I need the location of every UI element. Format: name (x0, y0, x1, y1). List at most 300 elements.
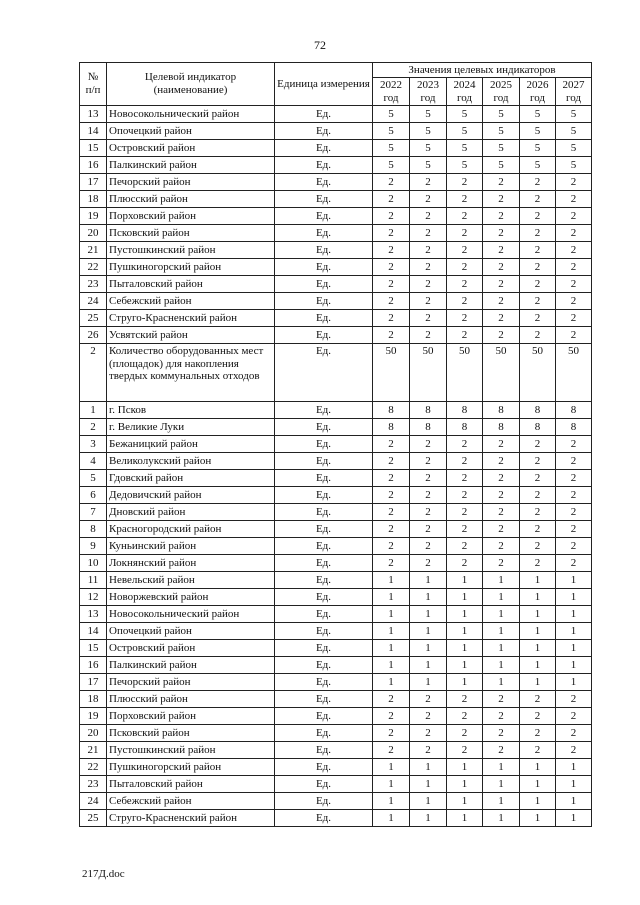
indicator-name: Невельский район (107, 572, 275, 589)
row-number: 24 (80, 293, 107, 310)
value-cell: 50 (483, 344, 520, 402)
value-cell: 1 (483, 810, 520, 827)
value-cell: 2 (556, 225, 592, 242)
value-cell: 2 (410, 555, 447, 572)
table-row (80, 521, 592, 538)
value-cell: 5 (373, 106, 410, 123)
unit-cell: Ед. (275, 691, 373, 708)
value-cell: 2 (483, 327, 520, 344)
unit-cell: Ед. (275, 504, 373, 521)
value-cell: 2 (483, 521, 520, 538)
value-cell: 2 (447, 327, 483, 344)
row-number: 1 (80, 402, 107, 419)
table-row (80, 708, 592, 725)
table-row (80, 293, 592, 310)
value-cell: 2 (373, 293, 410, 310)
table-row (80, 157, 592, 174)
value-cell: 2 (556, 242, 592, 259)
value-cell: 5 (373, 123, 410, 140)
unit-cell: Ед. (275, 810, 373, 827)
table-row (80, 572, 592, 589)
value-cell: 5 (556, 157, 592, 174)
unit-cell: Ед. (275, 776, 373, 793)
table-body (80, 106, 592, 827)
value-cell: 2 (520, 436, 556, 453)
value-cell: 1 (483, 776, 520, 793)
value-cell: 2 (556, 453, 592, 470)
value-cell: 5 (447, 140, 483, 157)
row-number: 19 (80, 708, 107, 725)
value-cell: 5 (410, 106, 447, 123)
value-cell: 2 (556, 470, 592, 487)
value-cell: 2 (520, 742, 556, 759)
indicators-table (79, 62, 592, 827)
indicator-name: Пушкиногорский район (107, 259, 275, 276)
value-cell: 2 (410, 742, 447, 759)
table-row (80, 123, 592, 140)
value-cell: 5 (483, 157, 520, 174)
value-cell: 2 (373, 487, 410, 504)
unit-cell: Ед. (275, 572, 373, 589)
value-cell: 1 (447, 572, 483, 589)
indicator-name: Новоржевский район (107, 589, 275, 606)
value-cell: 2 (447, 436, 483, 453)
indicator-name: Локнянский район (107, 555, 275, 572)
value-cell: 1 (556, 810, 592, 827)
value-cell: 2 (410, 708, 447, 725)
value-cell: 1 (483, 589, 520, 606)
value-cell: 1 (373, 776, 410, 793)
value-cell: 2 (410, 310, 447, 327)
row-number: 20 (80, 225, 107, 242)
table-row (80, 106, 592, 123)
row-number: 21 (80, 742, 107, 759)
unit-cell: Ед. (275, 589, 373, 606)
value-cell: 2 (447, 555, 483, 572)
value-cell: 2 (556, 310, 592, 327)
value-cell: 1 (447, 674, 483, 691)
value-cell: 1 (410, 606, 447, 623)
unit-cell: Ед. (275, 327, 373, 344)
value-cell: 8 (483, 402, 520, 419)
value-cell: 2 (483, 725, 520, 742)
table-row (80, 487, 592, 504)
table-row (80, 327, 592, 344)
value-cell: 1 (410, 640, 447, 657)
value-cell: 2 (410, 725, 447, 742)
value-cell: 2 (373, 327, 410, 344)
value-cell: 2 (410, 259, 447, 276)
row-number: 26 (80, 327, 107, 344)
value-cell: 1 (373, 606, 410, 623)
table-row (80, 140, 592, 157)
value-cell: 5 (520, 140, 556, 157)
row-number: 24 (80, 793, 107, 810)
value-cell: 5 (556, 140, 592, 157)
unit-cell: Ед. (275, 674, 373, 691)
value-cell: 5 (410, 140, 447, 157)
value-cell: 2 (483, 742, 520, 759)
header-year: 2022 год (373, 78, 410, 106)
value-cell: 2 (556, 276, 592, 293)
value-cell: 8 (556, 402, 592, 419)
row-number: 17 (80, 174, 107, 191)
value-cell: 2 (373, 242, 410, 259)
row-number: 14 (80, 123, 107, 140)
page-number: 72 (314, 38, 326, 52)
value-cell: 2 (520, 327, 556, 344)
table-row (80, 174, 592, 191)
indicator-name: Опочецкий район (107, 623, 275, 640)
value-cell: 2 (410, 691, 447, 708)
table-row (80, 191, 592, 208)
unit-cell: Ед. (275, 555, 373, 572)
table-row (80, 640, 592, 657)
indicator-name: Пушкиногорский район (107, 759, 275, 776)
unit-cell: Ед. (275, 487, 373, 504)
indicator-name: Новосокольнический район (107, 606, 275, 623)
unit-cell: Ед. (275, 436, 373, 453)
value-cell: 2 (520, 293, 556, 310)
value-cell: 1 (520, 810, 556, 827)
value-cell: 1 (483, 759, 520, 776)
value-cell: 2 (520, 191, 556, 208)
value-cell: 2 (447, 725, 483, 742)
value-cell: 2 (373, 436, 410, 453)
table-row (80, 674, 592, 691)
unit-cell: Ед. (275, 310, 373, 327)
row-number: 17 (80, 674, 107, 691)
value-cell: 8 (520, 402, 556, 419)
value-cell: 5 (410, 123, 447, 140)
indicator-name: Куньинский район (107, 538, 275, 555)
value-cell: 2 (483, 538, 520, 555)
value-cell: 2 (410, 327, 447, 344)
row-number: 4 (80, 453, 107, 470)
indicator-name: Пыталовский район (107, 776, 275, 793)
value-cell: 2 (483, 191, 520, 208)
value-cell: 1 (447, 759, 483, 776)
value-cell: 1 (410, 623, 447, 640)
value-cell: 1 (556, 759, 592, 776)
value-cell: 2 (520, 453, 556, 470)
value-cell: 5 (483, 123, 520, 140)
value-cell: 2 (410, 470, 447, 487)
value-cell: 2 (447, 504, 483, 521)
value-cell: 2 (373, 208, 410, 225)
value-cell: 2 (556, 555, 592, 572)
row-number: 3 (80, 436, 107, 453)
row-number: 12 (80, 589, 107, 606)
value-cell: 2 (483, 504, 520, 521)
value-cell: 1 (447, 793, 483, 810)
value-cell: 2 (556, 259, 592, 276)
row-number: 16 (80, 657, 107, 674)
value-cell: 2 (447, 225, 483, 242)
value-cell: 2 (556, 293, 592, 310)
table-row (80, 242, 592, 259)
row-number: 19 (80, 208, 107, 225)
value-cell: 2 (410, 276, 447, 293)
value-cell: 1 (410, 759, 447, 776)
value-cell: 2 (447, 174, 483, 191)
value-cell: 2 (373, 310, 410, 327)
table-row (80, 402, 592, 419)
value-cell: 2 (556, 725, 592, 742)
value-cell: 2 (373, 691, 410, 708)
value-cell: 2 (556, 191, 592, 208)
unit-cell: Ед. (275, 344, 373, 402)
row-number: 22 (80, 759, 107, 776)
value-cell: 1 (483, 640, 520, 657)
value-cell: 2 (447, 538, 483, 555)
value-cell: 1 (556, 793, 592, 810)
value-cell: 2 (556, 487, 592, 504)
row-number: 6 (80, 487, 107, 504)
value-cell: 1 (483, 623, 520, 640)
value-cell: 1 (373, 572, 410, 589)
value-cell: 2 (410, 521, 447, 538)
value-cell: 1 (373, 810, 410, 827)
indicator-name: Струго-Красненский район (107, 310, 275, 327)
value-cell: 1 (447, 606, 483, 623)
indicator-name: Струго-Красненский район (107, 810, 275, 827)
indicator-name: Палкинский район (107, 157, 275, 174)
value-cell: 1 (373, 759, 410, 776)
value-cell: 2 (410, 293, 447, 310)
value-cell: 2 (373, 521, 410, 538)
indicator-name: Печорский район (107, 674, 275, 691)
row-number: 18 (80, 191, 107, 208)
value-cell: 2 (483, 276, 520, 293)
value-cell: 1 (447, 640, 483, 657)
table-row (80, 208, 592, 225)
value-cell: 8 (410, 419, 447, 436)
value-cell: 2 (410, 242, 447, 259)
unit-cell: Ед. (275, 640, 373, 657)
value-cell: 50 (556, 344, 592, 402)
value-cell: 2 (410, 225, 447, 242)
unit-cell: Ед. (275, 708, 373, 725)
table-row (80, 776, 592, 793)
value-cell: 5 (483, 140, 520, 157)
header-year: 2024 год (447, 78, 483, 106)
value-cell: 2 (373, 259, 410, 276)
value-cell: 2 (373, 191, 410, 208)
indicator-name: Дедовичский район (107, 487, 275, 504)
value-cell: 5 (556, 106, 592, 123)
value-cell: 2 (556, 538, 592, 555)
value-cell: 8 (410, 402, 447, 419)
row-number: 22 (80, 259, 107, 276)
value-cell: 2 (373, 742, 410, 759)
header-year: 2025 год (483, 78, 520, 106)
value-cell: 1 (556, 776, 592, 793)
unit-cell: Ед. (275, 419, 373, 436)
value-cell: 1 (373, 793, 410, 810)
header-num: № п/п (80, 63, 107, 106)
value-cell: 1 (483, 657, 520, 674)
value-cell: 5 (520, 106, 556, 123)
indicator-name: Палкинский район (107, 657, 275, 674)
table-row (80, 504, 592, 521)
header-year: 2027 год (556, 78, 592, 106)
table-row (80, 344, 592, 402)
unit-cell: Ед. (275, 225, 373, 242)
unit-cell: Ед. (275, 742, 373, 759)
unit-cell: Ед. (275, 259, 373, 276)
value-cell: 2 (410, 538, 447, 555)
table-row (80, 453, 592, 470)
indicator-name: Пустошкинский район (107, 742, 275, 759)
value-cell: 2 (483, 310, 520, 327)
unit-cell: Ед. (275, 293, 373, 310)
indicator-name: Островский район (107, 140, 275, 157)
value-cell: 2 (483, 174, 520, 191)
indicator-name: Количество оборудованных мест (площадок) для накопления твердых коммунальных отходов (107, 344, 275, 402)
value-cell: 2 (373, 725, 410, 742)
unit-cell: Ед. (275, 402, 373, 419)
unit-cell: Ед. (275, 470, 373, 487)
value-cell: 2 (447, 453, 483, 470)
indicator-name: Плюсский район (107, 191, 275, 208)
table-header (80, 63, 592, 106)
value-cell: 2 (483, 436, 520, 453)
value-cell: 1 (447, 657, 483, 674)
value-cell: 2 (373, 174, 410, 191)
indicator-name: Плюсский район (107, 691, 275, 708)
value-cell: 1 (447, 776, 483, 793)
value-cell: 1 (520, 657, 556, 674)
indicator-name: Новосокольнический район (107, 106, 275, 123)
value-cell: 2 (556, 708, 592, 725)
value-cell: 1 (373, 589, 410, 606)
indicator-name: Гдовский район (107, 470, 275, 487)
value-cell: 8 (373, 419, 410, 436)
row-number: 23 (80, 776, 107, 793)
value-cell: 50 (410, 344, 447, 402)
value-cell: 2 (410, 504, 447, 521)
value-cell: 2 (556, 327, 592, 344)
row-number: 21 (80, 242, 107, 259)
value-cell: 2 (410, 453, 447, 470)
table-row (80, 470, 592, 487)
value-cell: 5 (373, 157, 410, 174)
value-cell: 1 (556, 640, 592, 657)
value-cell: 2 (520, 504, 556, 521)
value-cell: 5 (520, 157, 556, 174)
document-filename: 217Д.doc (82, 868, 125, 880)
table-row (80, 657, 592, 674)
value-cell: 1 (483, 674, 520, 691)
value-cell: 2 (447, 259, 483, 276)
table-row (80, 225, 592, 242)
value-cell: 1 (520, 589, 556, 606)
value-cell: 2 (373, 504, 410, 521)
table-row (80, 793, 592, 810)
value-cell: 2 (447, 521, 483, 538)
value-cell: 2 (556, 691, 592, 708)
table-row (80, 259, 592, 276)
row-number: 2 (80, 419, 107, 436)
value-cell: 5 (447, 123, 483, 140)
value-cell: 2 (373, 555, 410, 572)
value-cell: 8 (447, 402, 483, 419)
value-cell: 1 (556, 674, 592, 691)
value-cell: 2 (483, 487, 520, 504)
value-cell: 2 (520, 538, 556, 555)
unit-cell: Ед. (275, 657, 373, 674)
value-cell: 2 (483, 453, 520, 470)
table-row (80, 623, 592, 640)
value-cell: 8 (520, 419, 556, 436)
value-cell: 1 (447, 589, 483, 606)
unit-cell: Ед. (275, 793, 373, 810)
table-row (80, 436, 592, 453)
indicator-name: Опочецкий район (107, 123, 275, 140)
value-cell: 2 (410, 174, 447, 191)
value-cell: 2 (410, 487, 447, 504)
value-cell: 1 (373, 623, 410, 640)
value-cell: 5 (520, 123, 556, 140)
value-cell: 1 (410, 776, 447, 793)
value-cell: 2 (520, 470, 556, 487)
row-number: 7 (80, 504, 107, 521)
unit-cell: Ед. (275, 191, 373, 208)
value-cell: 1 (373, 640, 410, 657)
value-cell: 1 (410, 572, 447, 589)
value-cell: 1 (483, 793, 520, 810)
unit-cell: Ед. (275, 242, 373, 259)
table-row (80, 419, 592, 436)
value-cell: 2 (556, 521, 592, 538)
value-cell: 2 (520, 725, 556, 742)
value-cell: 2 (447, 470, 483, 487)
indicator-name: Порховский район (107, 208, 275, 225)
value-cell: 5 (447, 106, 483, 123)
value-cell: 2 (447, 191, 483, 208)
value-cell: 2 (373, 453, 410, 470)
value-cell: 2 (483, 259, 520, 276)
value-cell: 2 (520, 225, 556, 242)
value-cell: 1 (520, 623, 556, 640)
table-row (80, 276, 592, 293)
indicator-name: Пустошкинский район (107, 242, 275, 259)
value-cell: 2 (556, 742, 592, 759)
value-cell: 2 (410, 208, 447, 225)
table-row (80, 691, 592, 708)
value-cell: 8 (483, 419, 520, 436)
value-cell: 2 (483, 242, 520, 259)
row-number: 5 (80, 470, 107, 487)
value-cell: 2 (556, 174, 592, 191)
value-cell: 2 (373, 225, 410, 242)
value-cell: 2 (520, 276, 556, 293)
indicator-name: Псковский район (107, 225, 275, 242)
value-cell: 2 (520, 310, 556, 327)
unit-cell: Ед. (275, 521, 373, 538)
value-cell: 1 (556, 623, 592, 640)
indicator-name: Себежский район (107, 293, 275, 310)
value-cell: 2 (520, 259, 556, 276)
row-number: 8 (80, 521, 107, 538)
value-cell: 2 (520, 174, 556, 191)
value-cell: 1 (520, 606, 556, 623)
value-cell: 1 (520, 759, 556, 776)
value-cell: 1 (410, 810, 447, 827)
value-cell: 1 (520, 674, 556, 691)
value-cell: 2 (447, 293, 483, 310)
